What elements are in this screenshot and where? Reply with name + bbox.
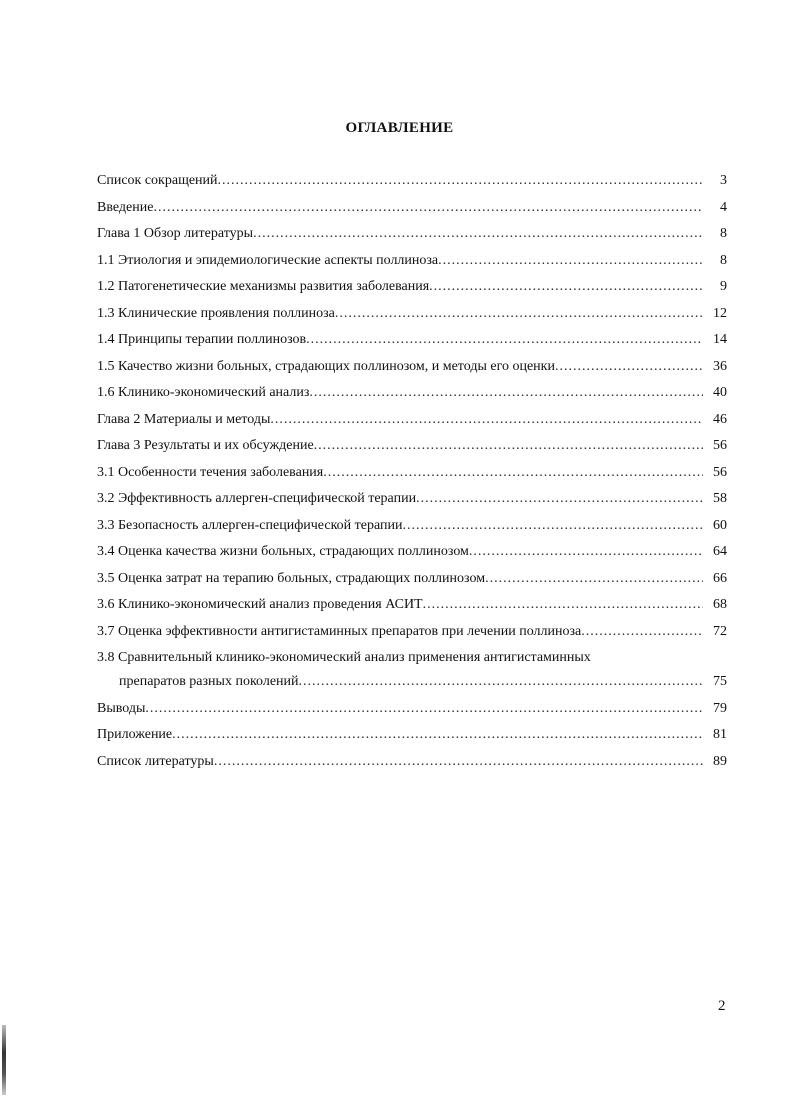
toc-entry[interactable] xyxy=(97,464,737,491)
toc-entry-page: 60 xyxy=(713,517,727,533)
toc-leader-dots xyxy=(581,623,703,641)
toc-entry-label: 1.5 Качество жизни больных, страдающих поллинозом, и методы его оценки xyxy=(97,358,555,374)
toc-entry-page: 8 xyxy=(720,226,727,241)
toc-entry-page: 75 xyxy=(713,674,727,689)
toc-leader-dots xyxy=(309,384,703,402)
toc-entry-page: 14 xyxy=(713,332,727,347)
toc-entry-page: 56 xyxy=(713,464,727,480)
toc-entry[interactable] xyxy=(97,623,737,650)
toc-leader-dots xyxy=(214,753,703,771)
toc-entry-label: 1.4 Принципы терапии поллинозов xyxy=(97,332,307,347)
toc-entry[interactable] xyxy=(97,225,737,252)
toc-leader-dots xyxy=(323,464,703,482)
toc-leader-dots xyxy=(438,252,703,270)
toc-leader-dots xyxy=(172,726,703,744)
toc-entry-page: 4 xyxy=(720,199,727,215)
toc-entry[interactable] xyxy=(97,252,737,279)
toc-entry-page: 46 xyxy=(713,411,727,427)
toc-entry-label: 3.2 Эффективность аллерген-специфической терапии xyxy=(97,491,417,506)
toc-entry-page: 36 xyxy=(713,358,727,374)
toc-entry[interactable] xyxy=(97,673,737,700)
page-number: 2 xyxy=(718,998,726,1014)
toc-entry-label: Введение xyxy=(97,199,154,215)
toc-entry[interactable] xyxy=(97,305,737,332)
toc-entry-page: 8 xyxy=(720,252,727,268)
toc-entry[interactable] xyxy=(97,331,737,358)
toc-leader-dots xyxy=(423,596,703,614)
toc-leader-dots xyxy=(145,700,703,718)
toc-entry-label: 3.7 Оценка эффективности антигистаминных препаратов при лечении поллиноза xyxy=(97,623,582,639)
toc-entry-page: 58 xyxy=(713,491,727,506)
toc-entry-page: 79 xyxy=(713,700,727,716)
toc-entry[interactable] xyxy=(97,700,737,727)
toc-entry-page: 3 xyxy=(720,173,727,188)
toc-entry-label: 3.4 Оценка качества жизни больных, страдающих поллинозом xyxy=(97,544,469,559)
toc-leader-dots xyxy=(153,199,703,217)
toc-entry[interactable] xyxy=(97,411,737,438)
toc-entry-label: Список литературы xyxy=(97,753,214,769)
toc-entry-page: 9 xyxy=(720,279,727,294)
toc-entry-label: 3.6 Клинико-экономический анализ проведения АСИТ xyxy=(97,597,423,612)
toc-entry-page: 56 xyxy=(713,438,727,453)
toc-leader-dots xyxy=(403,517,703,535)
toc-entry-label: Глава 1 Обзор литературы xyxy=(97,226,254,241)
toc-leader-dots xyxy=(429,278,703,296)
toc-entry-page: 72 xyxy=(713,623,727,639)
toc-entry-page: 81 xyxy=(713,727,727,742)
toc-entry-label: 1.3 Клинические проявления поллиноза xyxy=(97,305,335,321)
toc-entry-label: препаратов разных поколений xyxy=(119,674,299,689)
toc-leader-dots xyxy=(253,225,703,243)
toc-leader-dots xyxy=(306,331,703,349)
toc-entry[interactable] xyxy=(97,278,737,305)
toc-leader-dots xyxy=(218,172,703,190)
toc-entry-label: Приложение xyxy=(97,727,173,742)
toc-entry-label: 1.2 Патогенетические механизмы развития заболевания xyxy=(97,279,430,294)
toc-entry-page: 66 xyxy=(713,570,727,586)
toc-entry-label: 3.5 Оценка затрат на терапию больных, страдающих поллинозом xyxy=(97,570,486,586)
toc-entry-page: 40 xyxy=(713,385,727,400)
toc-leader-dots xyxy=(485,570,703,588)
toc-entry[interactable] xyxy=(97,490,737,517)
toc-entry-label: Глава 3 Результаты и их обсуждение xyxy=(97,438,314,453)
toc-entry[interactable] xyxy=(97,649,737,673)
toc-entry[interactable] xyxy=(97,543,737,570)
toc-entry[interactable] xyxy=(97,726,737,753)
toc-entry-label: 3.8 Сравнительный клинико-экономический анализ применения антигистаминных xyxy=(97,650,591,665)
toc-entry[interactable] xyxy=(97,437,737,464)
toc-entry-label: Выводы xyxy=(97,700,146,716)
toc-leader-dots xyxy=(555,358,703,376)
toc-entry[interactable] xyxy=(97,172,737,199)
toc-entry[interactable] xyxy=(97,596,737,623)
toc-leader-dots xyxy=(299,673,703,691)
toc-entry-page: 12 xyxy=(713,305,727,321)
toc-leader-dots xyxy=(270,411,703,429)
toc-entry[interactable] xyxy=(97,753,737,780)
toc-entry-label: 3.1 Особенности течения заболевания xyxy=(97,464,324,480)
toc-entry-label: 1.1 Этиология и эпидемиологические аспекты поллиноза xyxy=(97,252,439,268)
toc-leader-dots xyxy=(335,305,703,323)
toc-entry-label: 3.3 Безопасность аллерген-специфической терапии xyxy=(97,517,403,533)
toc-entry[interactable] xyxy=(97,570,737,597)
toc-entry[interactable] xyxy=(97,358,737,385)
toc-entry-page: 89 xyxy=(713,753,727,769)
toc-leader-dots xyxy=(314,437,703,455)
toc-entry-page: 68 xyxy=(713,597,727,612)
toc-entry[interactable] xyxy=(97,517,737,544)
toc-entry[interactable] xyxy=(97,384,737,411)
page-title: ОГЛАВЛЕНИЕ xyxy=(345,120,454,136)
toc-entry-label: Список сокращений xyxy=(97,173,218,188)
toc-leader-dots xyxy=(469,543,703,561)
toc-entry[interactable] xyxy=(97,199,737,226)
table-of-contents xyxy=(97,172,737,779)
toc-entry-label: Глава 2 Материалы и методы xyxy=(97,411,271,427)
toc-entry-label: 1.6 Клинико-экономический анализ xyxy=(97,385,310,400)
toc-entry-page: 64 xyxy=(713,544,727,559)
toc-leader-dots xyxy=(416,490,703,508)
scan-edge-mark xyxy=(2,1025,6,1095)
